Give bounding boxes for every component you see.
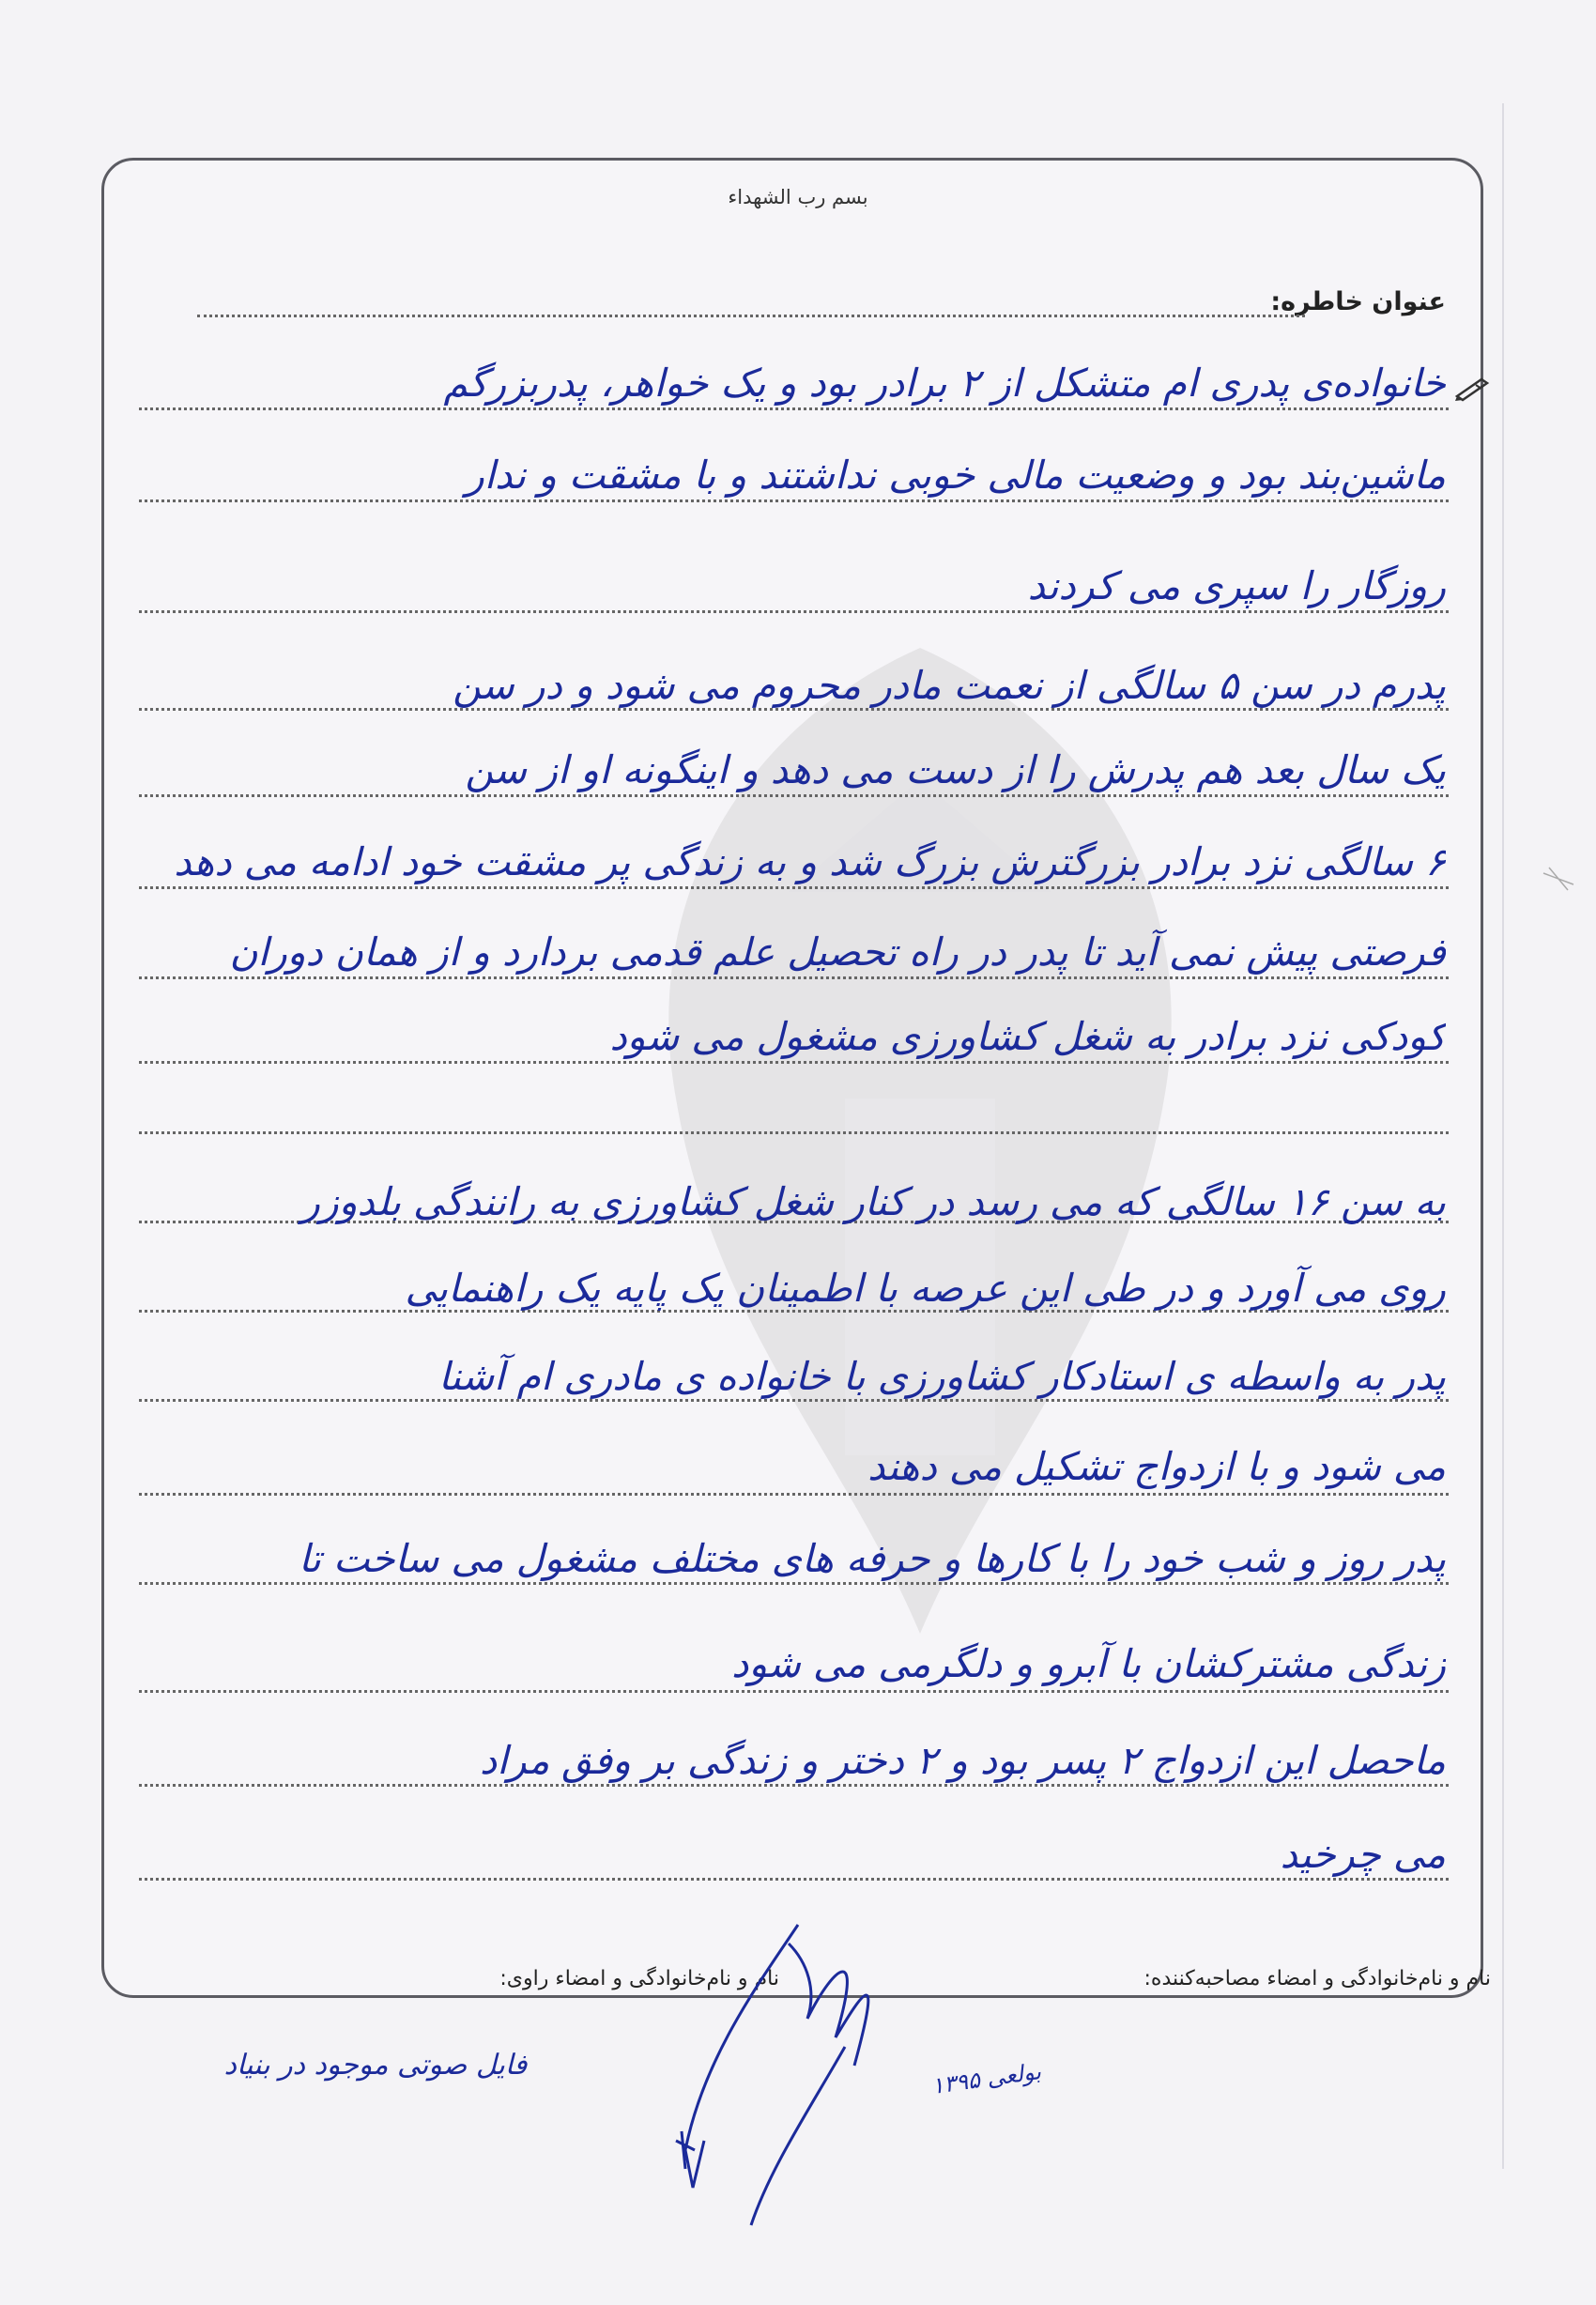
memoir-line: روی می آورد و در طی این عرصه با اطمینان یک پایه یک راهنمایی [405,1266,1446,1311]
title-label: عنوان خاطره: [1270,287,1446,316]
memoir-line: کودکی نزد برادر به شغل کشاورزی مشغول می شود [609,1014,1446,1059]
header-bismillah: بسم رب الشهداء [728,186,868,208]
audio-file-note: فایل صوتی موجود در بنیاد [223,2049,528,2082]
memoir-line: ماشین‌بند بود و وضعیت مالی خوبی نداشتند و با مشقت و ندار [465,453,1446,498]
memoir-line: یک سال بعد هم پدرش را از دست می دهد و اینگونه او از سن [465,747,1446,792]
stray-pencil-mark [1540,864,1577,892]
memoir-line: ماحصل این ازدواج ۲ پسر بود و ۲ دختر و زندگی بر وفق مراد [480,1738,1446,1783]
memoir-line: به سن ۱۶ سالگی که می رسد در کنار شغل کشاورزی به رانندگی بلدوزر [301,1179,1446,1224]
signature-name-note: بولعی ۱۳۹۵ [929,2057,1043,2100]
page-edge [1502,103,1504,2169]
pen-icon [1453,374,1493,402]
memoir-line: خانواده‌ی پدری ام متشکل از ۲ برادر بود و یک خواهر، پدربزرگم [443,361,1446,406]
memoir-line: می چرخید [1280,1832,1446,1877]
memoir-line: روزگار را سپری می کردند [1027,563,1446,608]
title-row [197,282,1446,323]
memoir-line: پدر روز و شب خود را با کارها و حرفه های مختلف مشغول می ساخت تا [299,1536,1446,1581]
memoir-line: می شود و با ازدواج تشکیل می دهند [867,1444,1446,1489]
dotted-line [139,1131,1449,1134]
memoir-line: ۶ سالگی نزد برادر بزرگترش بزرگ شد و به زندگی پر مشقت خود ادامه می دهد [174,839,1446,884]
memoir-line: پدر به واسطه ی استادکار کشاورزی با خانواده ی مادری ام آشنا [437,1354,1446,1399]
handwritten-signature [648,1906,958,2244]
title-dotted-line [197,315,1305,317]
narrator-signature-label: نام و نام‌خانوادگی و امضاء راوی: [499,1967,779,1990]
memoir-line: فرصتی پیش نمی آید تا پدر در راه تحصیل علم قدمی بردارد و از همان دوران [229,930,1446,975]
interviewer-signature-label: نام و نام‌خانوادگی و امضاء مصاحبه‌کننده: [1143,1967,1491,1990]
memoir-line: پدرم در سن ۵ سالگی از نعمت مادر محروم می شود و در سن [453,663,1446,708]
memoir-line: زندگی مشترکشان با آبرو و دلگرمی می شود [731,1641,1446,1686]
